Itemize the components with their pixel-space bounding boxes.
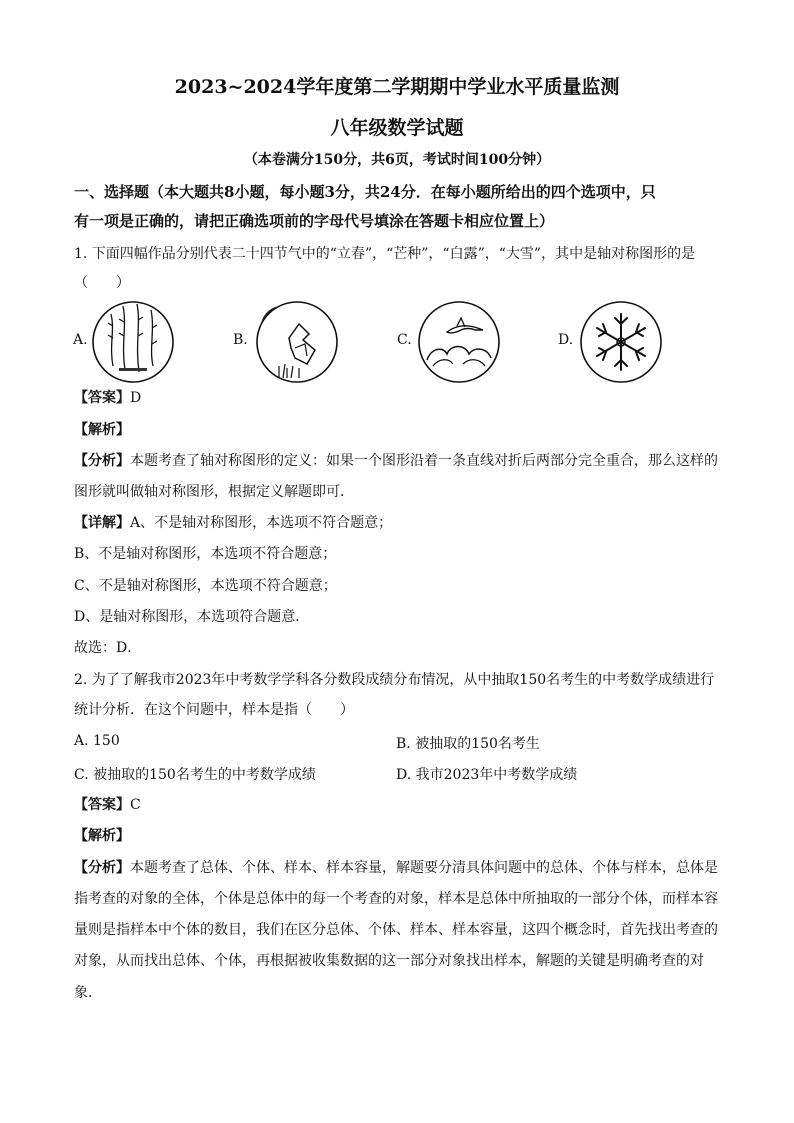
- q2-stem-line2: 统计分析．在这个问题中，样本是指（ ）: [74, 702, 354, 718]
- q1-option-d-label: D.: [558, 332, 574, 348]
- q1-analysis-tag: 【解析】: [74, 422, 130, 438]
- bird-over-clouds-icon: [417, 300, 501, 384]
- q2-fenxi-line4: 对象，从而找出总体、个体，再根据被收集数据的这一部分对象找出样本，解题的关键是明确考查的对: [74, 953, 704, 969]
- q2-answer-tag: 【答案】: [74, 797, 130, 813]
- q1-stem-line2: （ ）: [74, 275, 130, 291]
- q2-option-b: B. 被抽取的150名考生: [396, 736, 540, 752]
- q2-fenxi-text1: 本题考查了总体、个体、样本、样本容量，解题要分清具体问题中的总体、个体与样本，总体是: [130, 860, 718, 876]
- q1-detail-c: C、不是轴对称图形，本选项不符合题意；: [74, 578, 337, 594]
- q2-fenxi-line2: 指考查的对象的全体，个体是总体中的每一个考查的对象，样本是总体中所抽取的一部分个体，而样本容: [74, 891, 718, 907]
- q2-fenxi-line1: [74, 858, 724, 878]
- q1-option-c-label: C.: [397, 332, 412, 348]
- q1-fenxi-text1: 本题考查了轴对称图形的定义：如果一个图形沿着一条直线对折后两部分完全重合，那么这样的: [130, 453, 718, 469]
- section-heading-line1: 一、选择题（本大题共8小题，每小题3分，共24分．在每小题所给出的四个选项中，只: [74, 183, 656, 201]
- q2-option-a: A. 150: [74, 733, 120, 749]
- section-heading-line2: 有一项是正确的，请把正确选项前的字母代号填涂在答题卡相应位置上）: [74, 212, 555, 230]
- q2-answer: C: [130, 797, 141, 813]
- q1-fenxi-line2: 图形就叫做轴对称图形，根据定义解题即可．: [74, 484, 354, 500]
- q1-option-b-label: B.: [233, 332, 248, 348]
- q1-answer-line: [74, 388, 724, 408]
- q1-detail-tag: 【详解】: [74, 515, 130, 531]
- q2-analysis-tag: 【解析】: [74, 828, 130, 844]
- q1-detail-a: A、不是轴对称图形，本选项不符合题意；: [130, 515, 393, 531]
- exam-title: 2023~2024学年度第二学期期中学业水平质量监测: [174, 76, 620, 98]
- q1-answer-tag: 【答案】: [74, 390, 130, 406]
- exam-subtitle: 八年级数学试题: [330, 117, 464, 139]
- q1-option-a-label: A.: [73, 332, 88, 348]
- q2-fenxi-line3: 量则是指样本中个体的数目，我们在区分总体、个体、样本、样本容量，这四个概念时，首先找出考查的: [74, 922, 718, 938]
- q1-detail-line-a: [74, 513, 724, 533]
- snowflake-icon: [579, 300, 663, 384]
- q1-fenxi-line1: [74, 451, 724, 471]
- q2-fenxi-line5: 象．: [74, 985, 102, 1001]
- q1-answer: D: [130, 390, 142, 406]
- q1-stem-line1: 1. 下面四幅作品分别代表二十四节气中的“立春”，“芒种”，“白露”，“大雪”，其中是轴对称图形的是: [74, 246, 696, 262]
- wheat-field-icon: [255, 300, 339, 384]
- q2-answer-line: [74, 795, 724, 815]
- q2-fenxi-tag: 【分析】: [74, 860, 130, 876]
- q2-option-d: D. 我市2023年中考数学成绩: [396, 767, 578, 783]
- q1-detail-b: B、不是轴对称图形，本选项不符合题意；: [74, 546, 337, 562]
- q1-conclusion: 故选：D．: [74, 640, 142, 656]
- q2-option-c: C. 被抽取的150名考生的中考数学成绩: [74, 767, 316, 783]
- willow-branches-icon: [91, 300, 175, 384]
- exam-note: （本卷满分150分，共6页，考试时间100分钟）: [243, 152, 551, 168]
- q1-detail-d: D、是轴对称图形，本选项符合题意．: [74, 609, 310, 625]
- q2-stem-line1: 2. 为了了解我市2023年中考数学学科各分数段成绩分布情况，从中抽取150名考生的中考数学成绩进行: [74, 672, 715, 688]
- q1-fenxi-tag: 【分析】: [74, 453, 130, 469]
